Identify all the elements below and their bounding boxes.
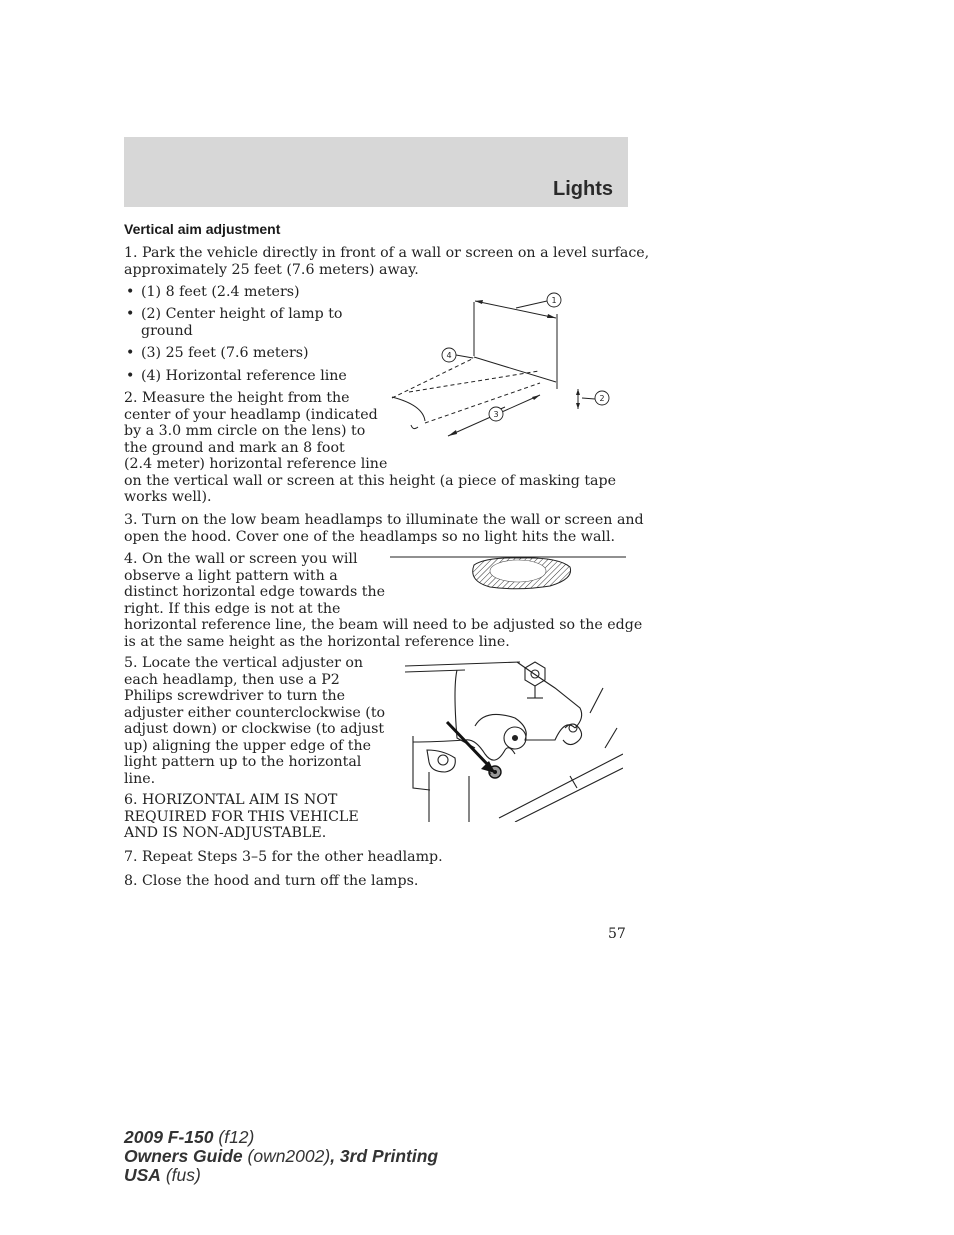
list-item-text: (2) Center height of lamp to (141, 306, 343, 322)
step-5-line: light pattern up to the horizontal (124, 754, 362, 770)
section-header-band (124, 137, 628, 207)
step-1-line: 1. Park the vehicle directly in front of a wall or screen on a level surface, (124, 245, 650, 261)
bullet-symbol: • (126, 306, 135, 322)
beam-pattern-diagram (390, 553, 627, 593)
step-5-line: each headlamp, then use a P2 (124, 671, 340, 688)
footer-market-code: (fus) (160, 1165, 201, 1185)
callout-2-label: 2 (599, 394, 605, 403)
step-2-line: the ground and mark an 8 foot (124, 439, 345, 456)
footer-line-3 (124, 1166, 438, 1185)
step-4-line: is at the same height as the horizontal reference line. (124, 633, 510, 650)
step-5-line: Philips screwdriver to turn the (124, 688, 346, 704)
step-6-line: 6. HORIZONTAL AIM IS NOT (124, 792, 338, 808)
step-2-line: (2.4 meter) horizontal reference line (124, 456, 388, 472)
footer-line-1 (124, 1128, 438, 1147)
callout-4-label: 4 (446, 351, 452, 360)
subsection-heading: Vertical aim adjustment (124, 221, 281, 237)
step-5-line: 5. Locate the vertical adjuster on (124, 655, 364, 671)
footer-doc-code: (own2002) (242, 1146, 331, 1166)
page-number: 57 (608, 926, 626, 942)
list-item-text: (3) 25 feet (7.6 meters) (141, 345, 309, 361)
bullet-symbol: • (126, 345, 135, 361)
headlamp-adjuster-diagram (405, 658, 623, 822)
footer-model: 2009 F-150 (124, 1127, 214, 1147)
footer-model-code: (f12) (213, 1127, 255, 1147)
step-2-line: on the vertical wall or screen at this height (a piece of masking tape (124, 472, 616, 489)
step-2-line: works well). (124, 489, 212, 505)
step-5-line: up) aligning the upper edge of the (124, 737, 372, 754)
bullet-symbol: • (126, 368, 135, 384)
document-footer (124, 1128, 438, 1185)
step-5-line: adjuster either counterclockwise (to (124, 704, 386, 721)
section-title: Lights (553, 178, 613, 200)
step-1-line: approximately 25 feet (7.6 meters) away. (124, 261, 419, 278)
step-3-line: 3. Turn on the low beam headlamps to illuminate the wall or screen and (124, 512, 644, 528)
bullet-symbol: • (126, 284, 135, 300)
step-3-line: open the hood. Cover one of the headlamps so no light hits the wall. (124, 528, 615, 545)
step-6-line: REQUIRED FOR THIS VEHICLE (124, 808, 359, 825)
footer-market: USA (124, 1165, 161, 1185)
step-4-line: distinct horizontal edge towards the (124, 584, 385, 600)
step-2-line: 2. Measure the height from the (124, 390, 350, 406)
aiming-geometry-diagram (385, 288, 625, 440)
callout-3-label: 3 (493, 410, 499, 419)
footer-line-2 (124, 1147, 438, 1166)
list-item-text: ground (141, 322, 193, 339)
list-item-text: (4) Horizontal reference line (141, 368, 347, 384)
step-5-line: line. (124, 770, 156, 787)
step-4-line: 4. On the wall or screen you will (124, 551, 358, 567)
step-5-line: adjust down) or clockwise (to adjust (124, 721, 385, 737)
step-4-line: horizontal reference line, the beam will need to be adjusted so the edge (124, 617, 643, 633)
step-2-line: center of your headlamp (indicated (124, 406, 378, 423)
step-7: 7. Repeat Steps 3–5 for the other headlamp. (124, 849, 443, 865)
step-8: 8. Close the hood and turn off the lamps. (124, 873, 419, 889)
callout-1-label: 1 (551, 296, 557, 305)
footer-printing: , 3rd Printing (330, 1146, 439, 1166)
footer-doc-title: Owners Guide (124, 1146, 243, 1166)
list-item-text: (1) 8 feet (2.4 meters) (141, 284, 300, 300)
step-4-line: observe a light pattern with a (124, 567, 338, 584)
step-2-line: by a 3.0 mm circle on the lens) to (124, 423, 366, 439)
step-6-line: AND IS NON-ADJUSTABLE. (124, 825, 327, 841)
step-4-line: right. If this edge is not at the (124, 600, 341, 617)
